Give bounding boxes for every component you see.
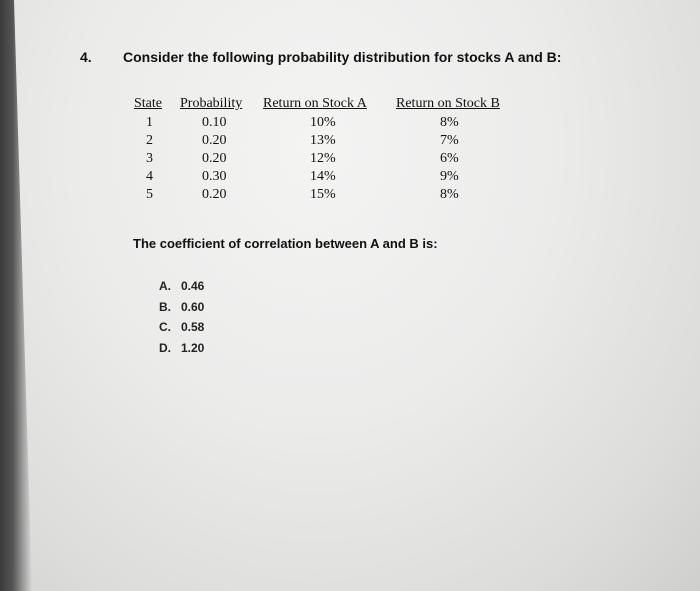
header-probability: Probability [180,96,243,111]
answer-option-b[interactable] [159,300,204,314]
cell-state: 1 [146,115,153,130]
cell-state: 5 [146,187,153,202]
cell-state: 3 [146,151,153,166]
cell-probability: 0.20 [202,187,227,202]
cell-return-a: 15% [310,187,336,202]
cell-return-a: 14% [310,169,336,184]
cell-return-a: 12% [310,151,336,166]
table-row [134,187,524,205]
cell-return-b: 6% [440,151,459,166]
monitor-bezel-edge [0,0,32,591]
header-state: State [134,96,162,111]
option-letter: B. [159,300,171,314]
cell-state: 2 [146,133,153,148]
cell-return-a: 10% [310,115,336,130]
answer-option-a[interactable] [159,279,204,293]
cell-return-b: 8% [440,115,459,130]
cell-return-b: 8% [440,187,459,202]
option-value: 0.58 [181,320,205,334]
cell-return-b: 7% [440,133,459,148]
question-prompt: The coefficient of correlation between A and B is: [133,236,438,251]
question-text: Consider the following probability distribution for stocks A and B: [123,49,562,65]
option-letter: C. [159,320,171,334]
header-return-a: Return on Stock A [263,96,367,111]
option-value: 0.60 [181,300,205,314]
table-row [134,115,524,133]
cell-probability: 0.30 [202,169,227,184]
answer-option-c[interactable] [159,320,204,334]
cell-probability: 0.20 [202,151,227,166]
cell-probability: 0.10 [202,115,227,130]
cell-probability: 0.20 [202,133,227,148]
option-value: 1.20 [181,341,205,355]
table-row [134,169,524,187]
cell-return-a: 13% [310,133,336,148]
option-letter: D. [159,341,171,355]
option-letter: A. [159,279,171,293]
question-number: 4. [80,49,92,65]
table-row [134,133,524,151]
option-value: 0.46 [181,279,205,293]
header-return-b: Return on Stock B [396,96,500,111]
cell-state: 4 [146,169,153,184]
cell-return-b: 9% [440,169,459,184]
answer-option-d[interactable] [159,341,204,355]
table-row [134,151,524,169]
